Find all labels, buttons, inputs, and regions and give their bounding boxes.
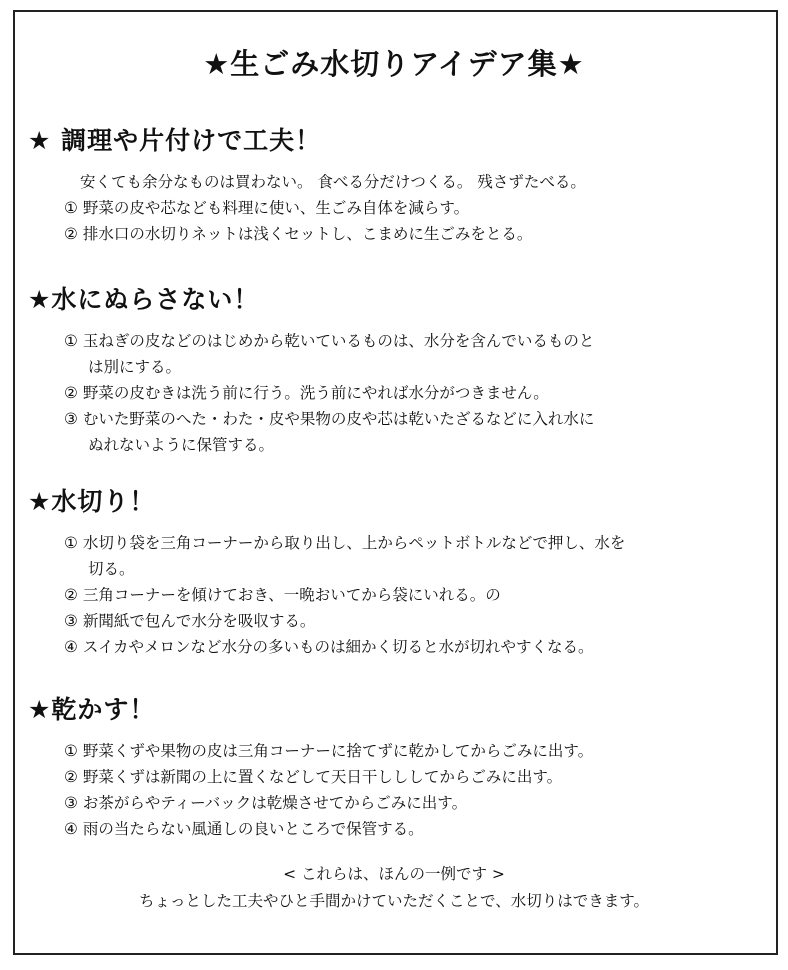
- footer-message: ちょっとした工夫やひと手間かけていただくことで、水切りはできます。: [139, 892, 649, 910]
- list-item: ② 野菜の皮むきは洗う前に行う。洗う前にやれば水分がつきません。: [64, 384, 549, 402]
- list-item: ② 野菜くずは新聞の上に置くなどして天日干しししてからごみに出す。: [64, 768, 563, 786]
- section-intro: 安くても余分なものは買わない。 食べる分だけつくる。 残さずたべる。: [80, 173, 586, 191]
- list-item-continuation: は別にする。: [88, 358, 182, 376]
- list-item: ② 三角コーナーを傾けておき、一晩おいてから袋にいれる。の: [64, 586, 501, 604]
- list-item: ① 玉ねぎの皮などのはじめから乾いているものは、水分を含んでいるものと: [64, 332, 595, 350]
- list-item: ④ スイカやメロンなど水分の多いものは細かく切ると水が切れやすくなる。: [64, 638, 594, 656]
- list-item: ③ お茶がらやティーバックは乾燥させてからごみに出す。: [64, 794, 468, 812]
- list-item: ④ 雨の当たらない風通しの良いところで保管する。: [64, 820, 424, 838]
- list-item: ① 野菜くずや果物の皮は三角コーナーに捨てずに乾かしてからごみに出す。: [64, 742, 594, 760]
- list-item: ① 水切り袋を三角コーナーから取り出し、上からペットボトルなどで押し、水を: [64, 534, 626, 552]
- list-item: ① 野菜の皮や芯なども料理に使い、生ごみ自体を減らす。: [64, 199, 470, 217]
- list-item: ② 排水口の水切りネットは浅くセットし、こまめに生ごみをとる。: [64, 225, 533, 243]
- section-heading-cooking: ★ 調理や片付けで工夫！: [28, 126, 322, 155]
- list-item: ③ むいた野菜のへた・わた・皮や果物の皮や芯は乾いたざるなどに入れ水に: [64, 410, 595, 428]
- section-heading-dry: ★乾かす！: [28, 695, 156, 724]
- section-heading-keep-dry: ★水にぬらさない！: [28, 285, 260, 314]
- footer-note: < これらは、ほんの一例です >: [283, 865, 505, 883]
- list-item: ③ 新聞紙で包んで水分を吸収する。: [64, 612, 316, 630]
- list-item-continuation: 切る。: [88, 560, 135, 578]
- section-heading-drain: ★水切り！: [28, 487, 156, 516]
- page-title: ★生ごみ水切りアイデア集★: [203, 47, 585, 81]
- list-item-continuation: ぬれないように保管する。: [88, 436, 275, 454]
